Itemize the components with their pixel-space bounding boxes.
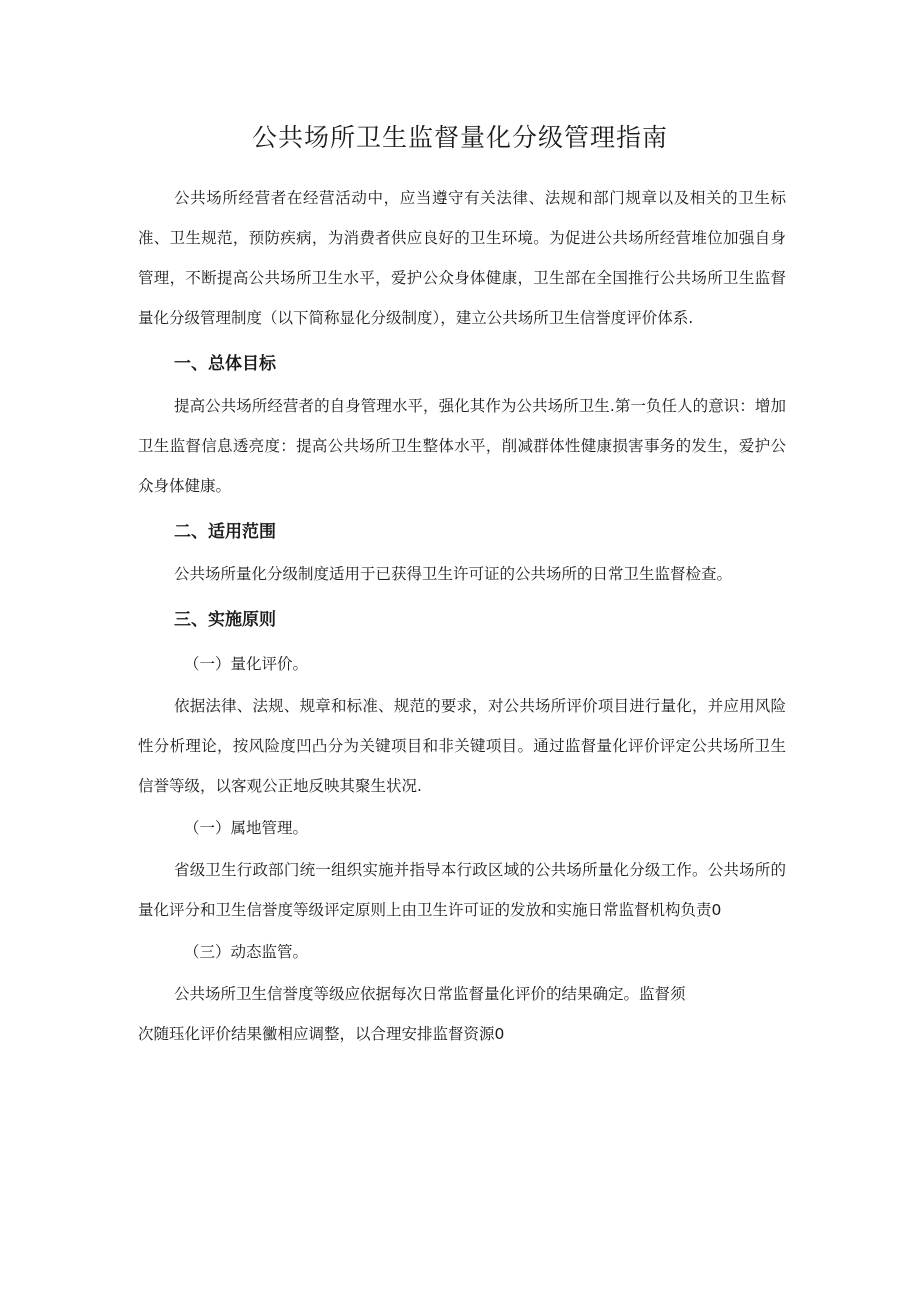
principle-text-dynamic-line1: 公共场所卫生信誉度等级应依据每次日常监督量化评价的结果确定。监督须: [174, 985, 686, 1003]
principle-text-quantitative: 依据法律、法规、规章和标准、规范的要求，对公共场所评价项目进行量化，并应用风险性分析理论，按风险度凹凸分为关键项目和非关键项目。通过监督量化评价评定公共场所卫生信誉等级，以客观公正地反映其聚生状况.: [138, 697, 786, 795]
section-text-goals: 提高公共场所经营者的自身管理水平，强化其作为公共场所卫生.第一负任人的意识：增加卫生监督信息透亮度：提高公共场所卫生整体水平，削减群体性健康损害事务的发生，爱护公众身体健康。: [138, 397, 786, 495]
section-heading-goals: 一、总体目标: [174, 354, 276, 374]
section-heading-principles: 三、实施原则: [174, 610, 276, 630]
principle-label-territorial: （一）属地管理。: [184, 819, 309, 837]
principle-label-dynamic: （三）动态监管。: [184, 943, 309, 961]
intro-paragraph: 公共场所经营者在经营活动中，应当遵守有关法律、法规和部门规章以及相关的卫生标准、卫生规范，预防疾病，为消费者供应良好的卫生环境。为促进公共场所经营堆位加强自身管理，不断提高公共场所卫生水平，爱护公众身体健康，卫生部在全国推行公共场所卫生监督量化分级管理制度（以下简称显化分级制度），建立公共场所卫生信誉度评价体系.: [138, 189, 786, 327]
document-title: 公共场所卫生监督量化分级管理指南: [251, 123, 668, 152]
principle-label-quantitative: （一）量化评价。: [184, 655, 309, 673]
section-heading-scope: 二、适用范围: [174, 522, 276, 542]
principle-text-territorial: 省级卫生行政部门统一组织实施并指导本行政区域的公共场所量化分级工作。公共场所的量化评分和卫生信誉度等级评定原则上由卫生许可证的发放和实施日常监督机构负责0: [138, 861, 786, 919]
section-text-scope: 公共场所量化分级制度适用于已获得卫生许可证的公共场所的日常卫生监督检查。: [174, 565, 733, 583]
document-body: [138, 178, 786, 1054]
principle-text-dynamic-line2: 次随珏化评价结果黴相应调整，以合理安排监督资源0: [138, 1025, 505, 1043]
